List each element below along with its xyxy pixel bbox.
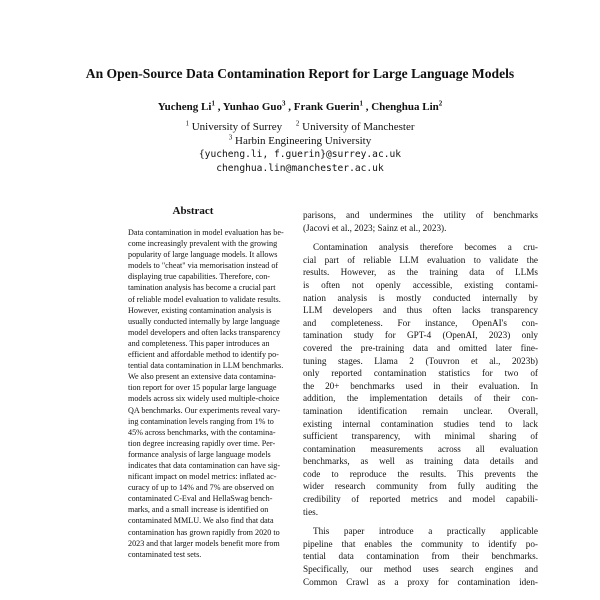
author-list [0, 101, 600, 113]
text-line: results. However, as the training data of LLMs [303, 267, 538, 278]
affiliation-line-1 [0, 120, 600, 134]
separator: , [365, 101, 372, 113]
text-line: contaminated C-Eval and HellaSwag bench- [128, 494, 273, 504]
text-line: Data contamination in model evaluation has be- [128, 228, 284, 237]
text-line: marks, and a small increase is identified on [128, 505, 269, 515]
abstract-body [128, 227, 284, 560]
author-name: Frank Guerin [293, 101, 360, 113]
text-line: and completeness. This paper introduces an [128, 338, 270, 348]
text-line: cial part of reliable LLM evaluation to validate the [303, 254, 538, 265]
text-line: (Jacovi et al., 2023; Sainz et al., 2023). [303, 222, 447, 233]
text-line: code to reproduce the results. This prevents the [303, 468, 538, 479]
text-line: benchmarks, as well as training data details and [303, 456, 538, 467]
text-line: of reliable model evaluation to validate results. [128, 294, 281, 304]
affiliation-mark: 3 [228, 133, 233, 142]
text-line: contamination has grown rapidly from 2020 to [128, 527, 280, 537]
paragraph-gap [303, 234, 538, 241]
text-line: tamination identification remain unclear. Overall, [303, 405, 538, 416]
affiliation-name: Harbin Engineering University [235, 135, 372, 147]
separator: , [288, 101, 294, 113]
affiliation-name: University of Surrey [191, 121, 283, 133]
affiliation-mark: 1 [211, 99, 215, 108]
text-line: tamination study for GPT-4 (OpenAI, 2023) only [303, 330, 538, 341]
text-line: efficient and affordable method to identify po- [128, 350, 279, 360]
text-line: formance analysis of large language models [128, 449, 271, 459]
text-line: tion degree increasing rapidly over time. Per- [128, 438, 276, 448]
text-line: contamination measurements across all evaluation [303, 443, 538, 454]
text-line: indicates that data contamination can have sig- [128, 460, 281, 470]
text-line: only reported contamination statistics for two of [303, 368, 538, 379]
text-line: This paper introduce a practically applicable [313, 526, 538, 537]
text-line: QA benchmarks. Our experiments reveal vary- [128, 405, 281, 415]
email-manchester[interactable]: chenghua.lin@manchester.ac.uk [216, 163, 384, 174]
text-line: wider research community from fully auditing the [303, 481, 538, 492]
text-line: tion report for over 15 popular large language [128, 383, 277, 393]
author-name: Yunhao Guo [222, 101, 282, 113]
text-line: curacy of up to 14% and 7% are observed on [128, 483, 274, 493]
text-line: parisons, and undermines the utility of benchmarks [303, 210, 538, 220]
text-line: Common Crawl as a proxy for contamination iden- [303, 576, 538, 587]
text-line: covered the pre-training data and omitted later fine- [303, 342, 538, 353]
email-surrey[interactable]: {yucheng.li, f.guerin}@surrey.ac.uk [198, 149, 402, 160]
text-line: However, existing contamination analysis is [128, 305, 272, 315]
text-line: displaying true capabilities. Therefore, con- [128, 272, 270, 282]
affiliation-mark: 2 [438, 99, 443, 108]
affiliation-mark: 3 [282, 99, 286, 108]
affiliation-line-2 [0, 134, 600, 148]
text-line: tuning stages. Llama 2 (Touvron et al., 2023b) [303, 355, 538, 366]
text-line: tamination analysis has become a crucial part [128, 283, 276, 293]
affiliation-name: University of Manchester [302, 121, 415, 133]
paragraph-gap [303, 518, 538, 525]
text-line: models to "cheat" via memorisation instead of [128, 261, 279, 271]
text-line: LLM developers and thus often lacks transparency [303, 305, 538, 316]
text-line: the 20+ benchmarks used in their evaluation. In [303, 380, 538, 391]
text-line: 45% across benchmarks, with the contamina- [128, 427, 276, 437]
text-line: contaminated test sets. [128, 549, 202, 559]
paper-title: An Open-Source Data Contamination Report for Large Language Models [85, 66, 515, 81]
text-line: Contamination analysis therefore becomes a cru- [313, 242, 538, 253]
author-name: Chenghua Lin [371, 101, 439, 113]
text-line: 2023 and that larger models benefit more from [128, 538, 280, 548]
text-line: addition, the implementation details of their con- [303, 393, 538, 404]
abstract-heading: Abstract [172, 205, 214, 217]
text-line: credibility of reported metrics and model capabili- [303, 494, 538, 505]
text-line: We also present an extensive data contamina- [128, 372, 276, 382]
separator: , [217, 101, 223, 113]
body-right-column [303, 209, 538, 588]
text-line: Specifically, our method uses search engines and [303, 564, 538, 575]
text-line: and completeness. For instance, OpenAI's con- [303, 317, 538, 328]
affiliation-block [0, 120, 600, 176]
text-line: nation analysis is mostly conducted internally by [303, 292, 538, 303]
text-line: model developers and often lacks transparency [128, 327, 281, 337]
affiliation-mark: 1 [359, 99, 363, 108]
text-line: ing contamination levels ranging from 1% to [128, 416, 274, 426]
text-line: tential data contamination in LLM benchmarks. [128, 361, 284, 371]
text-line: ties. [303, 506, 319, 517]
affiliation-mark: 1 [185, 119, 189, 128]
text-line: usually conducted internally by large language [128, 316, 280, 326]
text-line: sufficient transparency, with minimal sharing of [303, 431, 538, 442]
text-line: pipeline that enables the community to identify po- [303, 538, 538, 549]
author-name: Yucheng Li [157, 101, 212, 113]
text-line: existing internal contamination studies tend to lack [303, 418, 538, 429]
text-line: is often not openly accessible, existing contami- [303, 279, 538, 290]
affiliation-mark: 2 [295, 119, 300, 128]
text-line: contaminated MMLU. We also find that data [128, 516, 274, 526]
text-line: tential data contamination from their benchmarks. [303, 551, 538, 562]
text-line: popularity of large language models. It allows [128, 250, 278, 260]
text-line: come increasingly prevalent with the growing [128, 239, 278, 249]
text-line: models across six widely used multiple-choice [128, 394, 280, 404]
text-line: nificant impact on model metrics: inflated ac- [128, 472, 277, 482]
